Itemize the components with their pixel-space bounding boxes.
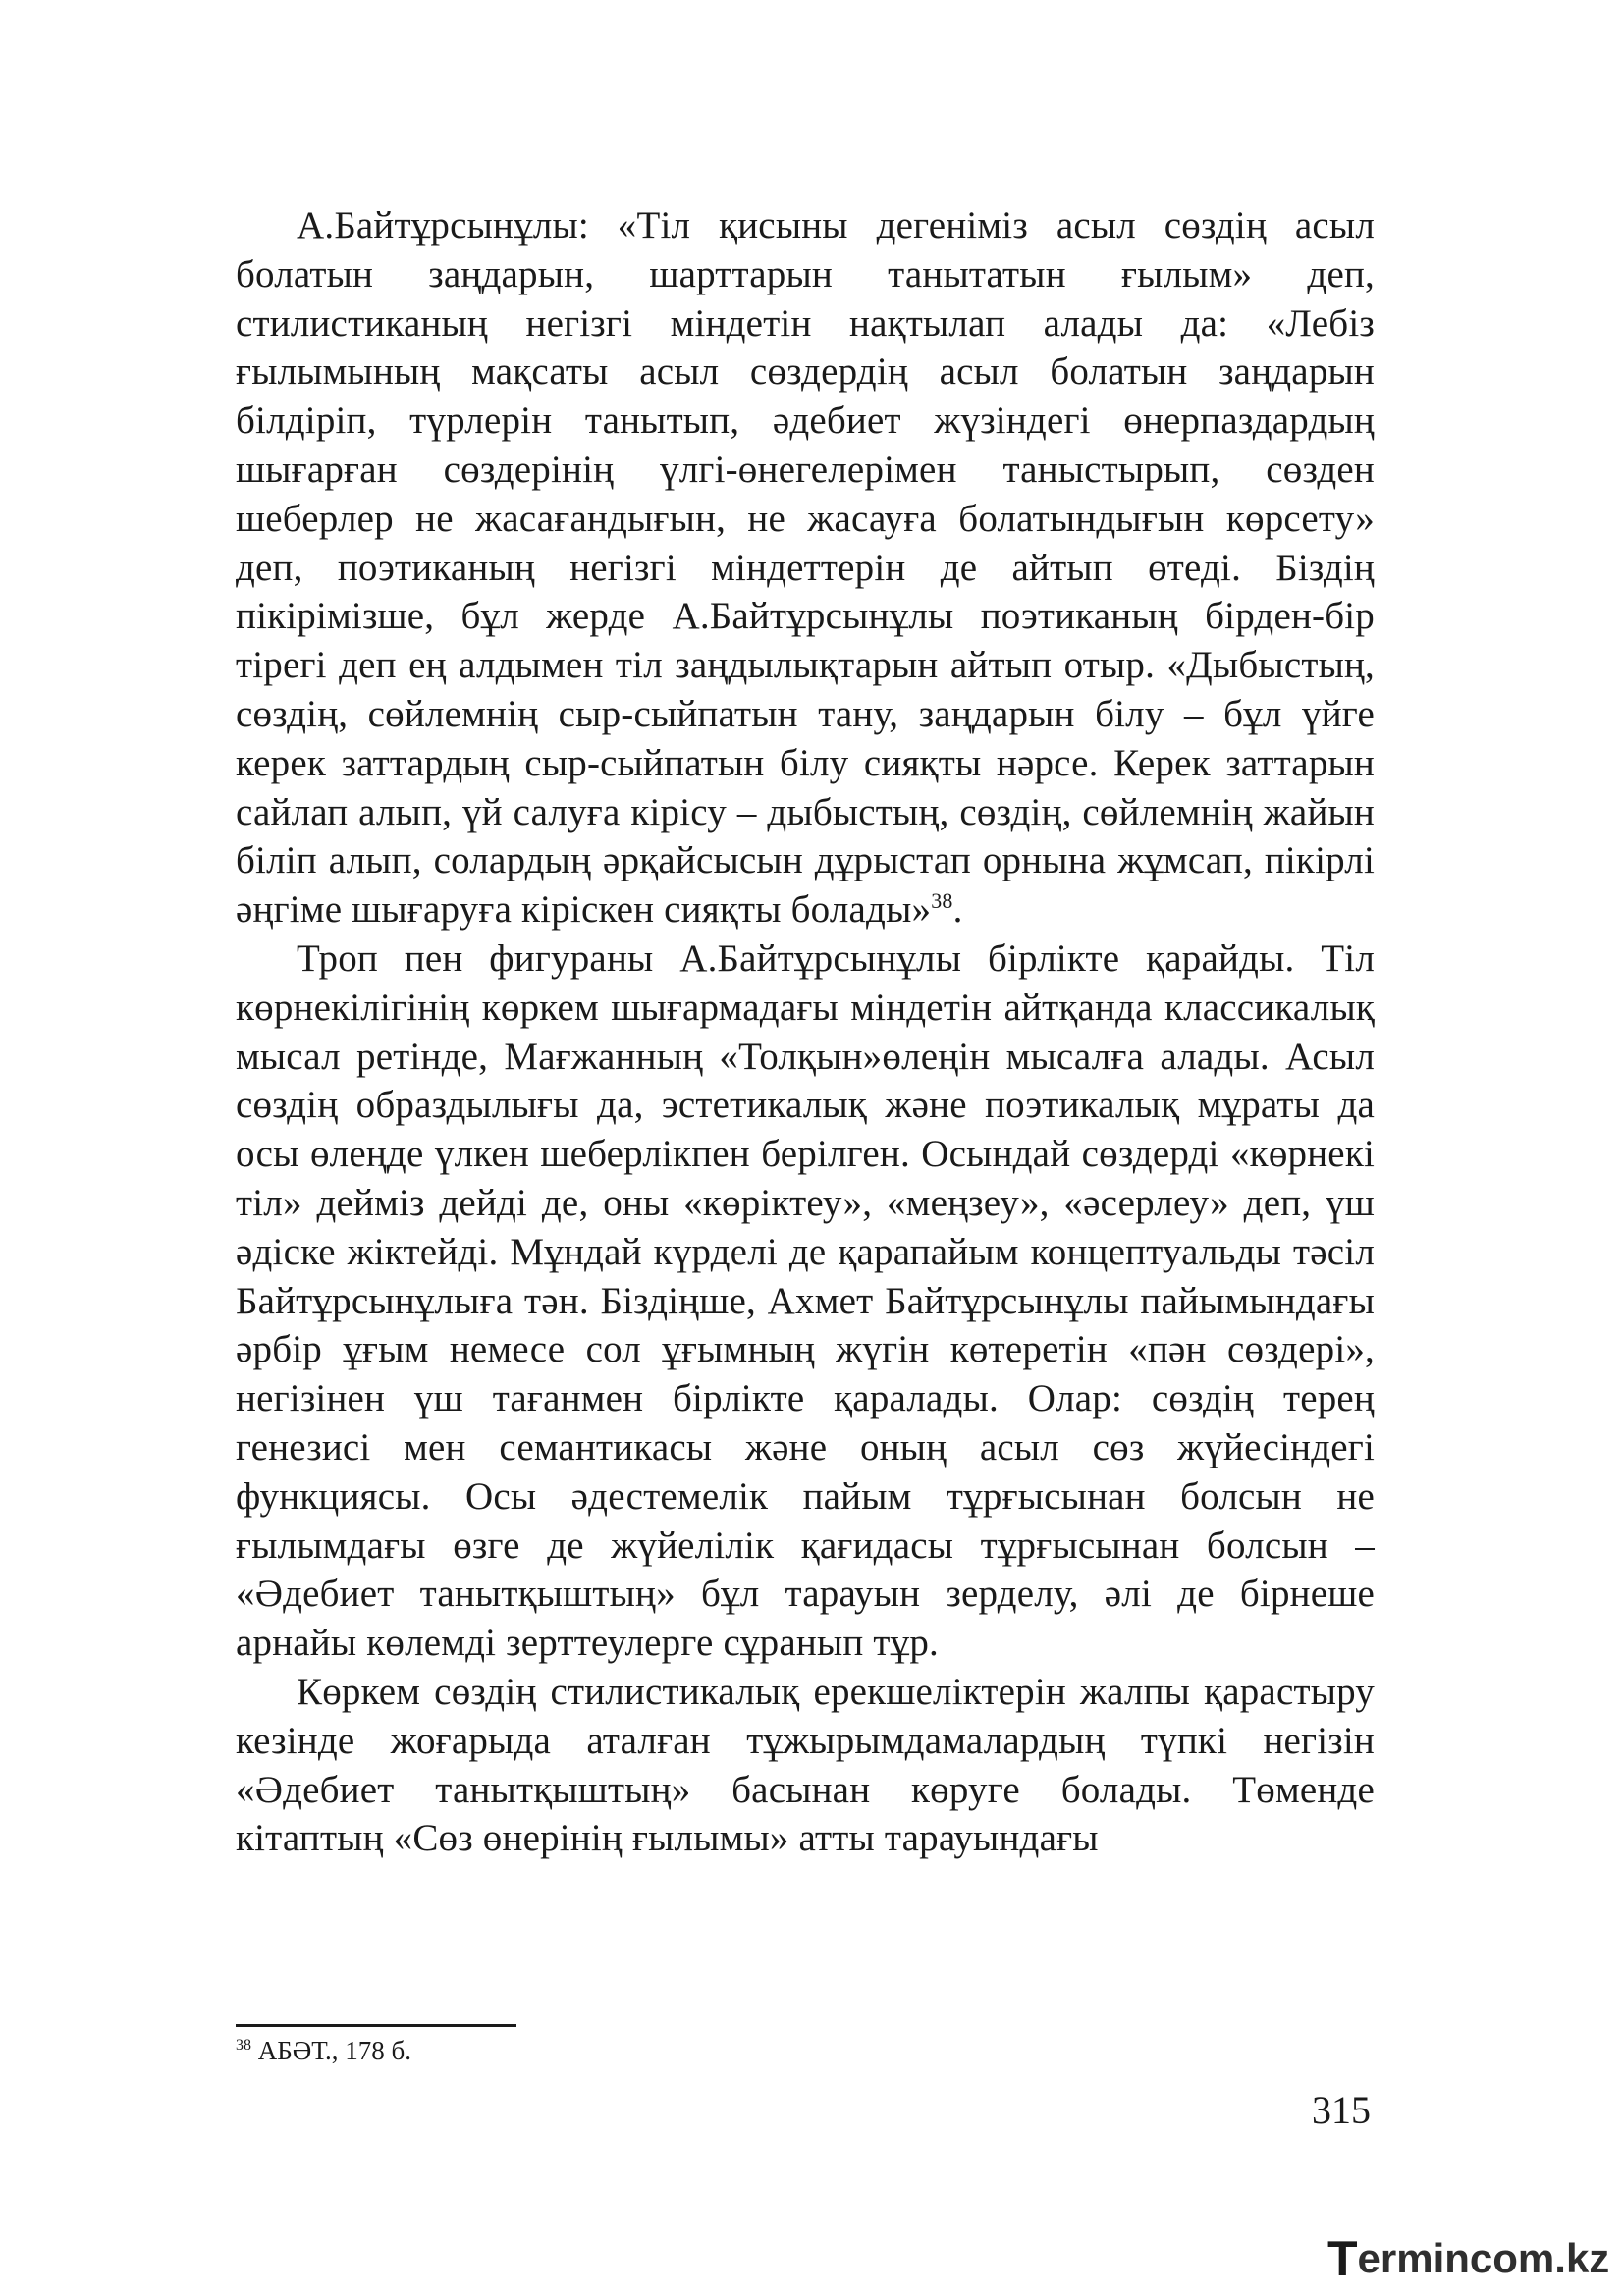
footnote xyxy=(236,2034,411,2067)
page-body xyxy=(236,201,1375,1863)
paragraph-1 xyxy=(236,201,1375,934)
paragraph-1-text: А.Байтұрсынұлы: «Тіл қисыны дегеніміз асыл сөздің асыл болатын заңдарын, шарттарын танытатын ғылым» деп, стилистиканың негізгі міндетін нақтылап алады да: «Лебіз ғылымының мақсаты асыл сөздердің асыл болатын заңдарын білдіріп, түрлерін танытып, әдебиет жүзіндегі өнерпаздардың шығарған сөздерінің үлгі-өнегелерімен таныстырып, сөзден шеберлер не жасағандығын, не жасауға болатындығын көрсету» деп, поэтиканың негізгі міндеттерін де айтып өтеді. Біздің пікірімізше, бұл жерде А.Байтұрсынұлы поэтиканың бірден-бір тірегі деп ең алдымен тіл заңдылықтарын айтып отыр. «Дыбыстың, сөздің, сөйлемнің сыр-сыйпатын тану, заңдарын білу – бұл үйге керек заттардың сыр-сыйпатын білу сияқты нәрсе. Керек заттарын сайлап алып, үй салуға кірісу – дыбыстың, сөздің, сөйлемнің жайын біліп алып, солардың әрқайсысын дұрыстап орнына жұмсап, пікірлі әңгіме шығаруға кіріскен сияқты болады» xyxy=(236,204,1375,932)
paragraph-1-tail: . xyxy=(952,888,963,932)
footnote-number: 38 xyxy=(236,2037,251,2054)
watermark-logo xyxy=(1327,2230,1609,2287)
watermark-initial: T xyxy=(1327,2231,1358,2286)
paragraph-2: Троп пен фигураны А.Байтұрсынұлы бірлікте қарайды. Тіл көрнекілігінің көркем шығармадағы міндетін айтқанда классикалық мысал ретінде, Мағжанның «Толқын»өлеңін мысалға алады. Асыл сөздің образдылығы да, эстетикалық және поэтикалық мұраты да осы өлеңде үлкен шеберлікпен берілген. Осындай сөздерді «көрнекі тіл» дейміз дейді де, оны «көріктеу», «меңзеу», «әсерлеу» деп, үш әдіске жіктейді. Мұндай күрделі де қарапайым концептуальды тәсіл Байтұрсынұлыға тән. Біздіңше, Ахмет Байтұрсынұлы пайымындағы әрбір ұғым немесе сол ұғымның жүгін көтеретін «пән сөздері», негізінен үш тағанмен бірлікте қаралады. Олар: сөздің терең генезисі мен семантикасы және оның асыл сөз жүйесіндегі функциясы. Осы әдестемелік пайым тұрғысынан болсын не ғылымдағы өзге де жүйелілік қағидасы тұрғысынан болсын – «Әдебиет танытқыштың» бұл тарауын зерделу, әлі де бірнеше арнайы көлемді зерттеулерге сұранып тұр. xyxy=(236,936,1375,1665)
paragraph-3: Көркем сөздің стилистикалық ерекшеліктерін жалпы қарастыру кезінде жоғарыда аталған тұжырымдамалардың түпкі негізін «Әдебиет танытқыштың» басынан көруге болады. Төменде кітаптың «Сөз өнерінің ғылымы» атты тарауындағы xyxy=(236,1670,1375,1860)
page-number: 315 xyxy=(1312,2088,1371,2132)
watermark-text: ermincom.kz xyxy=(1357,2235,1610,2281)
footnote-text: АБӘТ., 178 б. xyxy=(257,2036,412,2065)
footnote-reference[interactable]: 38 xyxy=(931,888,953,914)
footnote-divider xyxy=(236,2024,516,2027)
